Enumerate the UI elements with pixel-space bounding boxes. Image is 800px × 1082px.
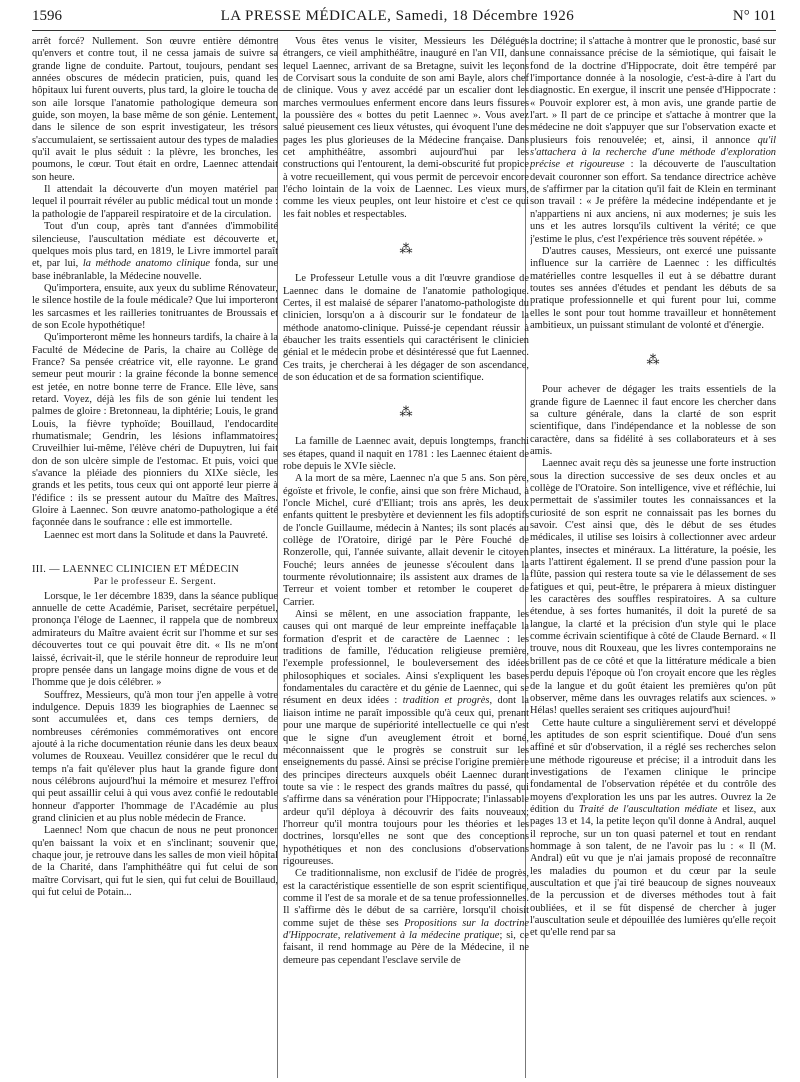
paragraph: Qu'importeront même les honneurs tardifs, la chaire à la Faculté de Médecine de Paris, la chaire au Collège de France? Sa pensée créatrice vit, elle rayonne. Le grand semeur peut mourir : la graine féconde la bonne semence est jetée, en notre bonne terre de France. Elle lève, sans retard. Voyez, déjà les fils de son génie lui tendent les palmes de gloire : Bretonneau, la diphtérie; Louis, le grand Louis, la fièvre typhoïde; Bouillaud, l'endocardite rhumatismale; Gendrin, les lésions inflammatoires; Cruveilhier lui-même, l'élève chéri de Dupuytren, lui fait don de son ulcère simple de l'estomac. Et puis, voici que s'avance la pléiade des pionniers du XIXe siècle, les grands et les petits, tous ceux qui ont apporté leur pierre à l'édifice : ils se pressent autour du Maître des Maîtres. Gloire à Laennec. Son œuvre anatomo-pathologique a été façonnée dans le soufrance : elle est immortelle.: [32, 332, 278, 529]
paragraph: la doctrine; il s'attache à montrer que le pronostic, basé sur une connaissance précise de la sémiotique, qui faisait le fond de la doctrine d'Hippocrate, doit être tempéré par l'importance donnée à la nosologie, c'est-à-dire à l'art du diagnostic. En exergue, il inscrit une pensée d'Hippocrate : « Pouvoir explorer est, à mon avis, une grande partie de l'art. » Il part de ce principe et s'attache à montrer que la médecine ne doit s'appuyer que sur l'observation exacte et plusieurs fois renouvelée; et, ainsi, il annonce qu'il s'attachera à la recherche d'une méthode d'exploration précise et rigoureuse : la découverte de l'auscultation devait couronner son effort. Sa tendance directrice achève de s'affirmer par la citation qu'il fait de Klein en terminant son travail : « Je préfère la médecine indépendante et je n'appartiens ni aux anciens, ni aux modernes; je suis les uns et les autres lorsqu'ils cultivent la vérité; ce que j'estime le plus, c'est l'expérience très souvent répétée. »: [530, 36, 776, 245]
journal-title: LA PRESSE MÉDICALE, Samedi, 18 Décembre 1926: [220, 8, 575, 24]
paragraph: Qu'importera, ensuite, aux yeux du sublime Rénovateur, le silence hostile de la foule médicale? Que lui importeront les sarcasmes et les railleries tonitruantes de Broussais et de son Ecole hypothétique!: [32, 282, 278, 331]
paragraph: Laennec est mort dans la Solitude et dans la Pauvreté.: [44, 529, 268, 541]
paragraph: Laennec avait reçu dès sa jeunesse une forte instruction sous la direction successive de ses deux oncles et au collège de l'Oratoire. Son intelligence, vive et réfléchie, lui permettait de s'assimiler toutes les connaissances et la curiosité de son esprit ne connaissait pas les bornes du savoir. C'est ainsi que, dès le début de ses études médicales, il utilise ses loisirs à collectionner avec ardeur plantes, insectes et minéraux. La littérature, la poésie, les arts l'attirent également. Il se prend d'une passion pour la flûte, passion qui restera toute sa vie le délassement de ses fatigues et qui, peut-être, le préparera à mieux distinguer les caractères des souffles respiratoires. A sa culture étendue, à ses fortes humanités, il doit la pureté de sa langue, la clarté et la précision d'un style qui le place comme écrivain scientifique à côté de Claude Bernard. « Il trouve, nous dit Rouxeau, que les livres contemporains ne brillent pas de ce côté et que la littérature médicale a bien perdu depuis l'époque où l'on croyait encore que les règles de la langue et du goût étaient les premières qu'on pût observer, même dans les ouvrages relatifs aux sciences. » Hélas! quelles seraient ses critiques aujourd'hui!: [530, 458, 776, 717]
byline: Par le professeur E. Sergent.: [93, 577, 217, 588]
paragraph: Tout d'un coup, après tant d'années d'immobilité silencieuse, l'auscultation médiate est découverte et, quelques mois plus tard, en 1819, le Livre immortel paraît et, par lui, la méthode anatomo clinique fonda, sur une base inébranlable, la Médecine nouvelle.: [32, 221, 278, 282]
paragraph: D'autres causes, Messieurs, ont exercé une puissante influence sur la carrière de Laennec : les difficultés matérielles contre lesquelles il eut à se débattre durant toutes ses années d'études et pendant les débuts de sa pratique professionnelle et qui furent pour lui, comme elles le sont pour tout homme travailleur et honnêtement ambitieux, un puissant stimulant de volonté et d'énergie.: [530, 245, 776, 331]
issue-number: N° 101: [732, 8, 776, 24]
section-title: III. — LAENNEC CLINICIEN ET MÉDECIN: [32, 564, 240, 576]
column-middle: [283, 36, 529, 1076]
paragraph: Pour achever de dégager les traits essentiels de la grande figure de Laennec il faut encore les chercher dans sa culture générale, dans la clarté de son esprit scientifique, dans l'indépendance et la noblesse de son caractère, dans sa fidélité à ses collaborateurs et à ses amis.: [530, 384, 776, 457]
paragraph: Laennec! Nom que chacun de nous ne peut prononcer qu'en baissant la voix et en s'inclinant; souvenir que, chaque jour, je retrouve dans les salles de mon vieil hôpital de la Charité, dans l'amphithéâtre qui fut celui de son maître Corvisart, qui fut le sien, qui fut celui de Bouillaud, qui fut celui de Potain...: [32, 825, 278, 899]
paragraph: Il attendait la découverte d'un moyen matériel par lequel il pourrait révéler au public médical tout un monde : la pathologie de l'appareil respiratoire et de la circulation.: [32, 184, 278, 220]
paragraph: Cette haute culture a singulièrement servi et développé les aptitudes de son esprit scientifique. Doué d'un sens affiné et sûr d'observation, il a réglé ses recherches selon une méthode rigoureuse et précise; il a introduit dans les investigations de l'examen clinique le principe fondamental de l'observation répétée et du contrôle des moyens d'exploration les uns par les autres. Ouvrez la 2e édition du Traité de l'auscultation médiate et lisez, aux pages 13 et 14, la petite leçon qu'il donne à Andral, auquel il reproche, sur un ton quasi paternel et tout en rendant hommage à son talent, de ne l'avoir pas lu : « Il (M. Andral) eût vu que je n'ai jamais proposé de reconnaître les maladies du poumon et du cœur par la seule auscultation et que j'ai tiré beaucoup de signes nouveaux de la percussion et de diverses méthodes tout à fait oubliées, et il se fût dispensé de chercher à juger l'auscultation seule et dépouillée des lumières qu'elle reçoit et qu'elle rend par sa: [530, 717, 776, 939]
page-number: 1596: [32, 8, 62, 24]
paragraph: Le Professeur Letulle vous a dit l'œuvre grandiose de Laennec dans le domaine de l'anatomie pathologique. Certes, il est malaisé de séparer l'anatomo-pathologiste du clinicien, lorsqu'on a à discourir sur le fondateur de la méthode anatomo-clinique. Puissé-je cependant réussir à ébaucher les traits essentiels qui caractérisent le clinicien génial et le médecin probe et désintéressé que fut Laennec. Ces traits, je chercherai à les dégager de son ascendance, de son éducation et de sa formation scientifique.: [283, 273, 529, 383]
paragraph: Souffrez, Messieurs, qu'à mon tour j'en appelle à votre indulgence. Depuis 1839 les biographies de Laennec se sont accumulées et, dans ces temps derniers, de nombreuses cérémonies commémoratives ont encore ajouté à la riche documentation réunie dans les deux beaux volumes de Rouxeau. Veuillez considérer que le recul du temps n'a fait qu'élever plus haut la grande figure dont nous célébrons aujourd'hui la mémoire et mesurez l'effroi qui peut assaillir celui à qui vous avez confié le redoutable honneur d'apporter l'hommage de l'Académie au plus grand clinicien et au plus noble médecin de France.: [32, 689, 278, 824]
paragraph: Vous êtes venus le visiter, Messieurs les Délégués étrangers, ce vieil amphithéâtre, inauguré en l'an VII, dans lequel Laennec, arrivant de sa Bretagne, suivit les leçons de Corvisart sous la conduite de son ami Bayle, alors chef de clinique. Vous y avez accédé par un escalier dont les marches vermoulues enferment encore dans leurs fissures la poussière des « bottes du petit Laennec ». Vous avez salué pieusement ces lieux vétustes, qui évoquent l'une des pages les plus glorieuses de la Médecine française. Dans cet amphithéâtre, assombri aujourd'hui par les constructions qui l'entourent, la demi-obscurité fut propice à votre recueillement, qui vous permit de percevoir encore l'écho lointain de la voix de Laennec. Les vieux murs, comme les vieux peuples, ont leur histoire et c'est ce qui les fait nobles et respectables.: [283, 36, 529, 220]
paragraph: arrêt forcé? Nullement. Son œuvre entière démontre qu'envers et contre tout, il ne cessa jamais de suivre sa grande ligne de conduite. Partout, toujours, pendant ses années obscures de médecin praticien, puis, quand les hôpitaux lui furent ouverts, plus tard, la gloire le toucha de son aile lorsque l'anatomie pathologique demeura son guide, son moyen, la base même de son génie. Lentement, dans le silence de son esprit investigateur, les trésors s'accumulaient, se sertissaient autour des types de maladies qu'il avait le plus séduit : la plèvre, les bronches, les poumons, le cœur. Tout était en ordre, Laennec attendait son heure.: [32, 36, 278, 183]
paragraph: Lorsque, le 1er décembre 1839, dans la séance publique annuelle de cette Académie, Pariset, secrétaire perpétuel, prononça l'éloge de Laennec, il rappela que de nombreux admirateurs du Maître avaient écrit sur l'homme et sur ses découvertes tout ce qui pouvait être dit. « Ils ne m'ont laissé, écrivait-il, que le stérile honneur de reproduire leur propre pensée dans un langage moins digne de vous et de l'homme que je dois célébrer. »: [32, 590, 278, 689]
section-separator: ⁂: [399, 241, 413, 257]
paragraph: La famille de Laennec avait, depuis longtemps, franchi ses étapes, quand il naquit en 1781 : les Laennec étaient de robe depuis le XVIe siècle.: [283, 436, 529, 472]
paragraph: Ainsi se mêlent, en une association frappante, les causes qui ont marqué de leur empreinte ineffaçable la formation d'esprit et de caractère de Laennec : les traditions de famille, l'éducation religieuse première, l'exemple professionnel, le bouleversement des idées philosophiques et sociales. Ainsi s'expliquent les bases fondamentales du caractère et du génie de Laennec, qui se résument en deux idées : tradition et progrès, dont la liaison intime ne paraît impossible qu'à ceux qui, prenant pour une marque de supériorité intellectuelle ce qui n'est que le signe d'un aveuglement étroit et borné, méconnaissent que le progrès se construit sur les enseignements du passé. Ainsi se précise l'origine première des principes directeurs auxquels obéit Laennec durant toute sa vie : le respect des grands maîtres du passé, qui s'affirme dans sa vénération pour l'Hippocrate; l'inlassable ardeur qu'il déploya à découvrir des faits nouveaux; l'horreur qu'il montra toujours pour les théories et les doctrines, lorsqu'elles ne sont que des conceptions hypothétiques et non des conclusions d'observations rigoureuses.: [283, 609, 529, 867]
header-rule: [32, 30, 776, 31]
paragraph: A la mort de sa mère, Laennec n'a que 5 ans. Son père, égoïste et frivole, le confie, ainsi que son frère Michaud, à l'oncle Michel, curé d'Elliant; trois ans après, les deux enfants quittent le presbytère et deviennent les fils adoptifs de l'oncle Guillaume, médecin à Nantes; ils sont placés au collège de l'Oratoire, dirigé par le Père Fouché de Ronzerolle, qui, l'année suivante, allait devenir le citoyen Fouché; leurs années de jeunesse s'écoulent dans la tourmente révolutionnaire; ils assistent aux drames de la Terreur et voient tomber et retomber le couperet de Carrier.: [283, 473, 529, 608]
page-header: [32, 8, 776, 30]
column-right: [530, 36, 776, 1076]
section-separator: ⁂: [646, 352, 660, 368]
section-separator: ⁂: [399, 404, 413, 420]
column-left: [32, 36, 278, 1076]
paragraph: Ce traditionnalisme, non exclusif de l'idée de progrès, est la caractéristique essentielle de son esprit scientifique, comme il l'est de sa morale et de sa tenue professionnelles. Il s'affirme dès le début de sa carrière, lorsqu'il choisit comme sujet de thèse ses Propositions sur la doctrine d'Hippocrate, relativement à la médecine pratique; si, ce faisant, il rend hommage au Père de la Médecine, il ne demeure pas cependant l'esclave servile de: [283, 868, 529, 966]
